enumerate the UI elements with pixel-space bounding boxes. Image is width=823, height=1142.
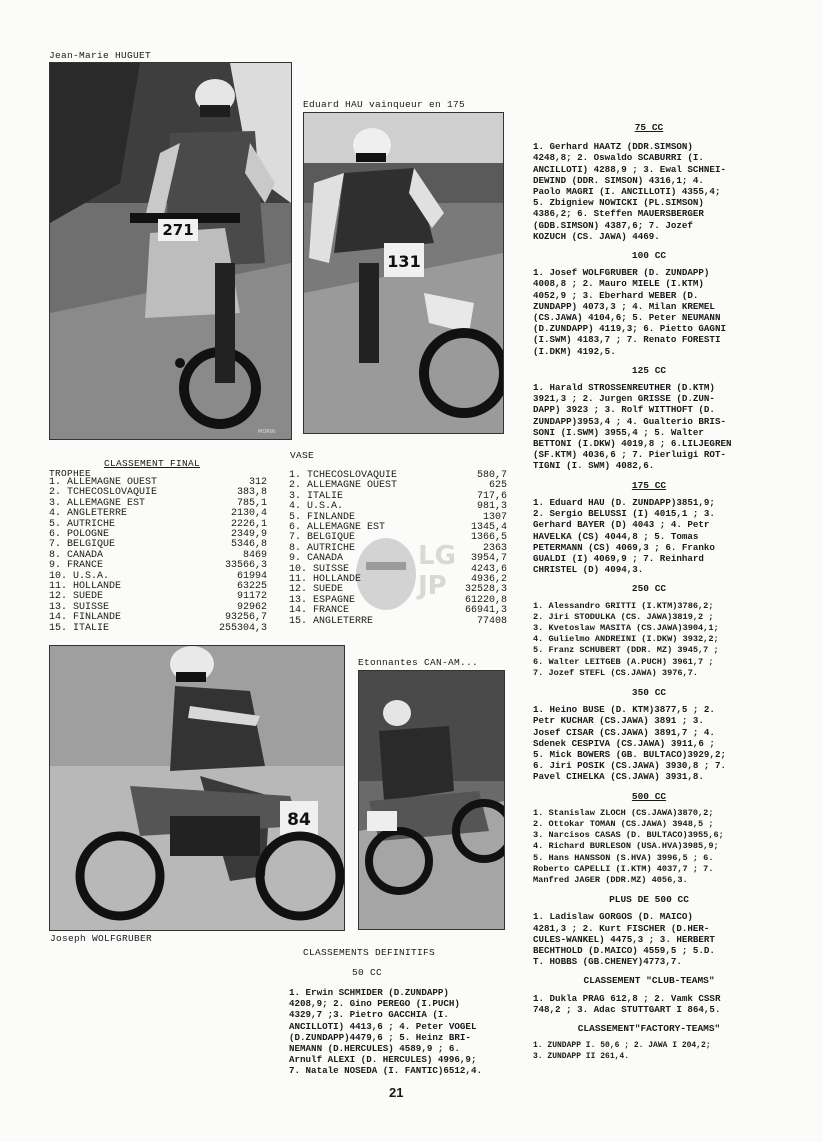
ranking-score: 785,1 <box>236 497 267 509</box>
ranking-position: 10. <box>49 570 68 582</box>
cc175-results: 1. Eduard HAU (D. ZUNDAPP)3851,9; 2. Sergio BELUSSI (I) 4015,1 ; 3. Gerhard BAYER (D) 4043 ; 4. Petr HAVELKA (CS) 4044,8 ; 5. Tomas PETERMANN (CS) 4069,3 ; 6. Franko GUALDI (I) 4069,9 ; 7. Reinhard CHRISTEL (D) 4094,3. <box>533 496 715 576</box>
ranking-score: 8469 <box>242 549 267 561</box>
ranking-score: 63225 <box>236 581 267 593</box>
ranking-score: 580,7 <box>476 470 507 481</box>
ranking-score: 4243,6 <box>470 563 507 575</box>
ranking-country: BELGIQUE <box>307 532 356 544</box>
cc75-results: 1. Gerhard HAATZ (DDR.SIMSON) 4248,8; 2. Oswaldo SCABURRI (I. ANCILLOTI) 4288,9 ; 3. Ewal SCHNEI- DEWIND (DDR. SIMSON) 4316,1; 4. Paolo MAGRI (I. ANCILLOTI) 4355,4; 5. Zbigniew NOWICKI (PL.SIMSON) 4386,2; 6. Steffen MAUERSBERGER (GDB.SIMSON) 4387,6; 7. Jozef KOZUCH (CS. JAWA) 4469. <box>533 141 726 242</box>
cc100-results: 1. Josef WOLFGRUBER (D. ZUNDAPP) 4008,8 ; 2. Mauro MIELE (I.KTM) 4052,9 ; 3. Eberhard WEBER (D. ZUNDAPP) 4073,3 ; 4. Milan KREMEL (CS.JAWA) 4104,6; 5. Peter NEUMANN (D.ZUNDAPP) 4119,3; 6. Pietto GAGNI (I.SWM) 4183,7 ; 7. Renato FORESTI (I.DKM) 4192,5. <box>533 267 726 357</box>
ranking-score: 5346,8 <box>230 539 267 551</box>
cc350-head: 350 CC <box>631 686 667 698</box>
cc175-head: 175 CC <box>631 479 667 491</box>
ranking-country: FINLANDE <box>73 612 122 624</box>
ranking-position: 10. <box>289 563 308 575</box>
ranking-country: SUEDE <box>313 584 344 596</box>
ranking-score: 255304,3 <box>218 622 267 634</box>
photo-hau <box>303 112 504 434</box>
ranking-country: ANGLETERRE <box>67 508 128 520</box>
ranking-country: TCHECOSLOVAQUIE <box>307 470 398 481</box>
ranking-row <box>289 617 507 627</box>
ranking-score: 66941,3 <box>464 605 507 617</box>
photo-huguet <box>49 62 292 440</box>
cc350-results: 1. Heino BUSE (D. KTM)3877,5 ; 2. Petr KUCHAR (CS.JAWA) 3891 ; 3. Josef CISAR (CS.JAWA) 3891,7 ; 4. Sdenek CESPIVA (CS.JAWA) 3911,6 ; 5. Mick BOWERS (GB. BULTACO)3929,2; 6. Jiri POSIK (CS.JAWA) 3930,8 ; 7. Pavel CIHELKA (CS.JAWA) 3931,8. <box>533 704 726 783</box>
ranking-country: ALLEMAGNE EST <box>307 522 386 534</box>
ranking-position: 12. <box>49 591 68 603</box>
ranking-position: 5. <box>289 511 302 523</box>
ranking-score: 1345,4 <box>470 522 507 534</box>
photo-credit: MORIN <box>258 429 275 435</box>
photo-canam <box>358 670 505 930</box>
ranking-position: 5. <box>49 518 62 530</box>
ranking-country: SUISSE <box>73 601 110 613</box>
photo-wolfgruber <box>49 645 345 931</box>
ranking-position: 14. <box>49 612 68 624</box>
ranking-country: ESPAGNE <box>313 594 356 606</box>
ranking-score: 4936,2 <box>470 574 507 586</box>
ranking-row <box>49 624 267 634</box>
ranking-position: 9. <box>289 553 302 565</box>
ranking-position: 7. <box>49 539 62 551</box>
vase-table <box>289 471 507 627</box>
ranking-position: 13. <box>49 601 68 613</box>
ranking-country: ALLEMAGNE OUEST <box>67 477 158 488</box>
plus500-results: 1. Ladislaw GORGOS (D. MAICO) 4281,3 ; 2. Kurt FISCHER (D.HER- CULES-WANKEL) 4475,3 ; 3. HERBERT BECHTHOLD (D.MAICO) 4559,5 ; 5.D. T. HOBBS (GB.CHENEY)4773,7. <box>533 911 715 968</box>
ranking-country: ALLEMAGNE EST <box>67 497 146 509</box>
cc75-head: 75 CC <box>634 122 664 133</box>
cc125-results: 1. Harald STROSSENREUTHER (D.KTM) 3921,3 ; 2. Jurgen GRISSE (D.ZUN- DAPP) 3923 ; 3. Rolf WITTHOFT (D. ZUNDAPP)3953,4 ; 4. Gualterio BRIS- SONI (I.SWM) 3955,4 ; 5. Walter BETTONI (I.DKW) 4019,8 ; 6.LILJEGREN (SF.KTM) 4036,6 ; 7. Pierluigi ROT- TIGNI (I. SWM) 4082,6. <box>533 382 732 472</box>
ranking-score: 91172 <box>236 591 267 603</box>
ranking-position: 2. <box>289 480 302 492</box>
ranking-position: 4. <box>49 508 62 520</box>
ranking-score: 1307 <box>482 511 507 523</box>
ranking-country: AUTRICHE <box>307 542 356 554</box>
ranking-country: FRANCE <box>67 560 104 572</box>
ranking-country: HOLLANDE <box>73 581 122 593</box>
definitifs-title: CLASSEMENTS DEFINITIFS <box>303 947 436 958</box>
ranking-country: U.S.A. <box>307 501 344 513</box>
plus500-head: PLUS DE 500 CC <box>609 894 689 906</box>
ranking-score: 61220,8 <box>464 594 507 606</box>
ranking-score: 61994 <box>236 570 267 582</box>
classement-final-title: CLASSEMENT FINAL <box>104 458 201 469</box>
ranking-score: 981,3 <box>476 501 507 513</box>
ranking-position: 2. <box>49 487 62 499</box>
ranking-position: 12. <box>289 584 308 596</box>
ranking-country: SUISSE <box>313 563 350 575</box>
ranking-score: 312 <box>248 477 267 488</box>
ranking-position: 8. <box>289 542 302 554</box>
ranking-country: AUTRICHE <box>67 518 116 530</box>
ranking-country: POLOGNE <box>67 529 110 541</box>
ranking-country: HOLLANDE <box>313 574 362 586</box>
ranking-score: 92962 <box>236 601 267 613</box>
factory-results: 1. ZUNDAPP I. 50,6 ; 2. JAWA I 204,2; 3. ZUNDAPP II 261,4. <box>533 1041 711 1062</box>
ranking-position: 4. <box>289 501 302 513</box>
cc250-results: 1. Alessandro GRITTI (I.KTM)3786,2; 2. Jiri STODULKA (CS. JAWA)3819,2 ; 3. Kvetoslaw MASITA (CS.JAWA)3904,1; 4. Gulielmo ANDREINI (I.DKW) 3932,2; 5. Franz SCHUBERT (DDR. MZ) 3945,7 ; 6. Walter LEITGEB (A.PUCH) 3961,7 ; 7. Jozef STEFL (CS.JAWA) 3976,7. <box>533 600 719 678</box>
ranking-country: FRANCE <box>313 605 350 617</box>
ranking-score: 2349,9 <box>230 529 267 541</box>
trophee-label: TROPHEE <box>49 468 92 479</box>
photo-caption-hau: Eduard HAU vainqueur en 175 <box>303 99 466 110</box>
cc50-results: 1. Erwin SCHMIDER (D.ZUNDAPP) 4208,9; 2. Gino PEREGO (I.PUCH) 4329,7 ;3. Pietro GACCHIA (I. ANCILLOTI) 4413,6 ; 4. Peter VOGEL (D.ZUNDAPP)4479,6 ; 5. Heinz BRI- NEMANN (D.HERCULES) 4589,9 ; 6. Arnulf ALEXI (D. HERCULES) 4996,9; 7. Natale NOSEDA (I. FANTIC)6512,4. <box>289 987 482 1077</box>
factory-head: CLASSEMENT"FACTORY-TEAMS" <box>577 1023 721 1035</box>
photo-caption-huguet: Jean-Marie HUGUET <box>49 50 152 61</box>
ranking-score: 383,8 <box>236 487 267 499</box>
ranking-position: 3. <box>289 490 302 502</box>
bike-number-wolfgruber: 84 <box>287 810 311 830</box>
ranking-position: 8. <box>49 549 62 561</box>
ranking-score: 3954,7 <box>470 553 507 565</box>
cc500-head: 500 CC <box>631 790 667 802</box>
ranking-score: 93256,7 <box>224 612 267 624</box>
ranking-score: 33566,3 <box>224 560 267 572</box>
ranking-country: ALLEMAGNE OUEST <box>307 480 398 492</box>
ranking-position: 6. <box>49 529 62 541</box>
ranking-score: 2363 <box>482 542 507 554</box>
ranking-score: 625 <box>488 480 507 492</box>
ranking-country: U.S.A. <box>73 570 110 582</box>
ranking-position: 1. <box>289 470 302 481</box>
svg-text:JP: JP <box>418 571 447 601</box>
ranking-score: 77408 <box>476 615 507 627</box>
cc250-head: 250 CC <box>631 583 667 595</box>
ranking-country: CANADA <box>67 549 104 561</box>
photo-caption-canam: Etonnantes CAN-AM... <box>358 657 479 668</box>
cc100-head: 100 CC <box>631 250 667 262</box>
right-column <box>533 122 765 1071</box>
ranking-position: 1. <box>49 477 62 488</box>
ranking-position: 3. <box>49 497 62 509</box>
ranking-country: BELGIQUE <box>67 539 116 551</box>
ranking-country: CANADA <box>307 553 344 565</box>
page-number: 21 <box>389 1085 404 1100</box>
vase-label: VASE <box>290 450 315 461</box>
trophee-table <box>49 478 267 634</box>
ranking-score: 1366,5 <box>470 532 507 544</box>
club-head: CLASSEMENT "CLUB-TEAMS" <box>583 975 715 987</box>
ranking-position: 15. <box>289 615 308 627</box>
bike-number-hau: 131 <box>387 252 421 271</box>
ranking-country: ITALIE <box>73 622 110 634</box>
ranking-country: ITALIE <box>307 490 344 502</box>
ranking-position: 15. <box>49 622 68 634</box>
ranking-score: 2130,4 <box>230 508 267 520</box>
ranking-score: 2226,1 <box>230 518 267 530</box>
bike-number-huguet: 271 <box>162 221 194 239</box>
photo-caption-wolfgruber: Joseph WOLFGRUBER <box>50 933 153 944</box>
club-results: 1. Dukla PRAG 612,8 ; 2. Vamk CSSR 748,2 ; 3. Adac STUTTGART I 864,5. <box>533 992 721 1015</box>
svg-text:LG: LG <box>418 541 456 571</box>
ranking-position: 11. <box>289 574 308 586</box>
ranking-position: 13. <box>289 594 308 606</box>
ranking-country: SUEDE <box>73 591 104 603</box>
ranking-position: 9. <box>49 560 62 572</box>
ranking-country: ANGLETERRE <box>313 615 374 627</box>
ranking-position: 14. <box>289 605 308 617</box>
ranking-score: 32528,3 <box>464 584 507 596</box>
ranking-score: 717,6 <box>476 490 507 502</box>
cc50-head: 50 CC <box>352 967 383 978</box>
ranking-position: 7. <box>289 532 302 544</box>
cc500-results: 1. Stanislaw ZLOCH (CS.JAWA)3870,2; 2. Ottokar TOMAN (CS.JAWA) 3948,5 ; 3. Narcisos CASAS (D. BULTACO)3955,6; 4. Richard BURLESON (USA.HVA)3985,9; 5. Hans HANSSON (S.HVA) 3996,5 ; 6. Roberto CAPELLI (I.KTM) 4037,7 ; 7. Manfred JAGER (DDR.MZ) 4056,3. <box>533 807 724 885</box>
cc125-head: 125 CC <box>631 364 667 376</box>
ranking-position: 6. <box>289 522 302 534</box>
ranking-position: 11. <box>49 581 68 593</box>
ranking-country: TCHECOSLOVAQUIE <box>67 487 158 499</box>
ranking-country: FINLANDE <box>307 511 356 523</box>
